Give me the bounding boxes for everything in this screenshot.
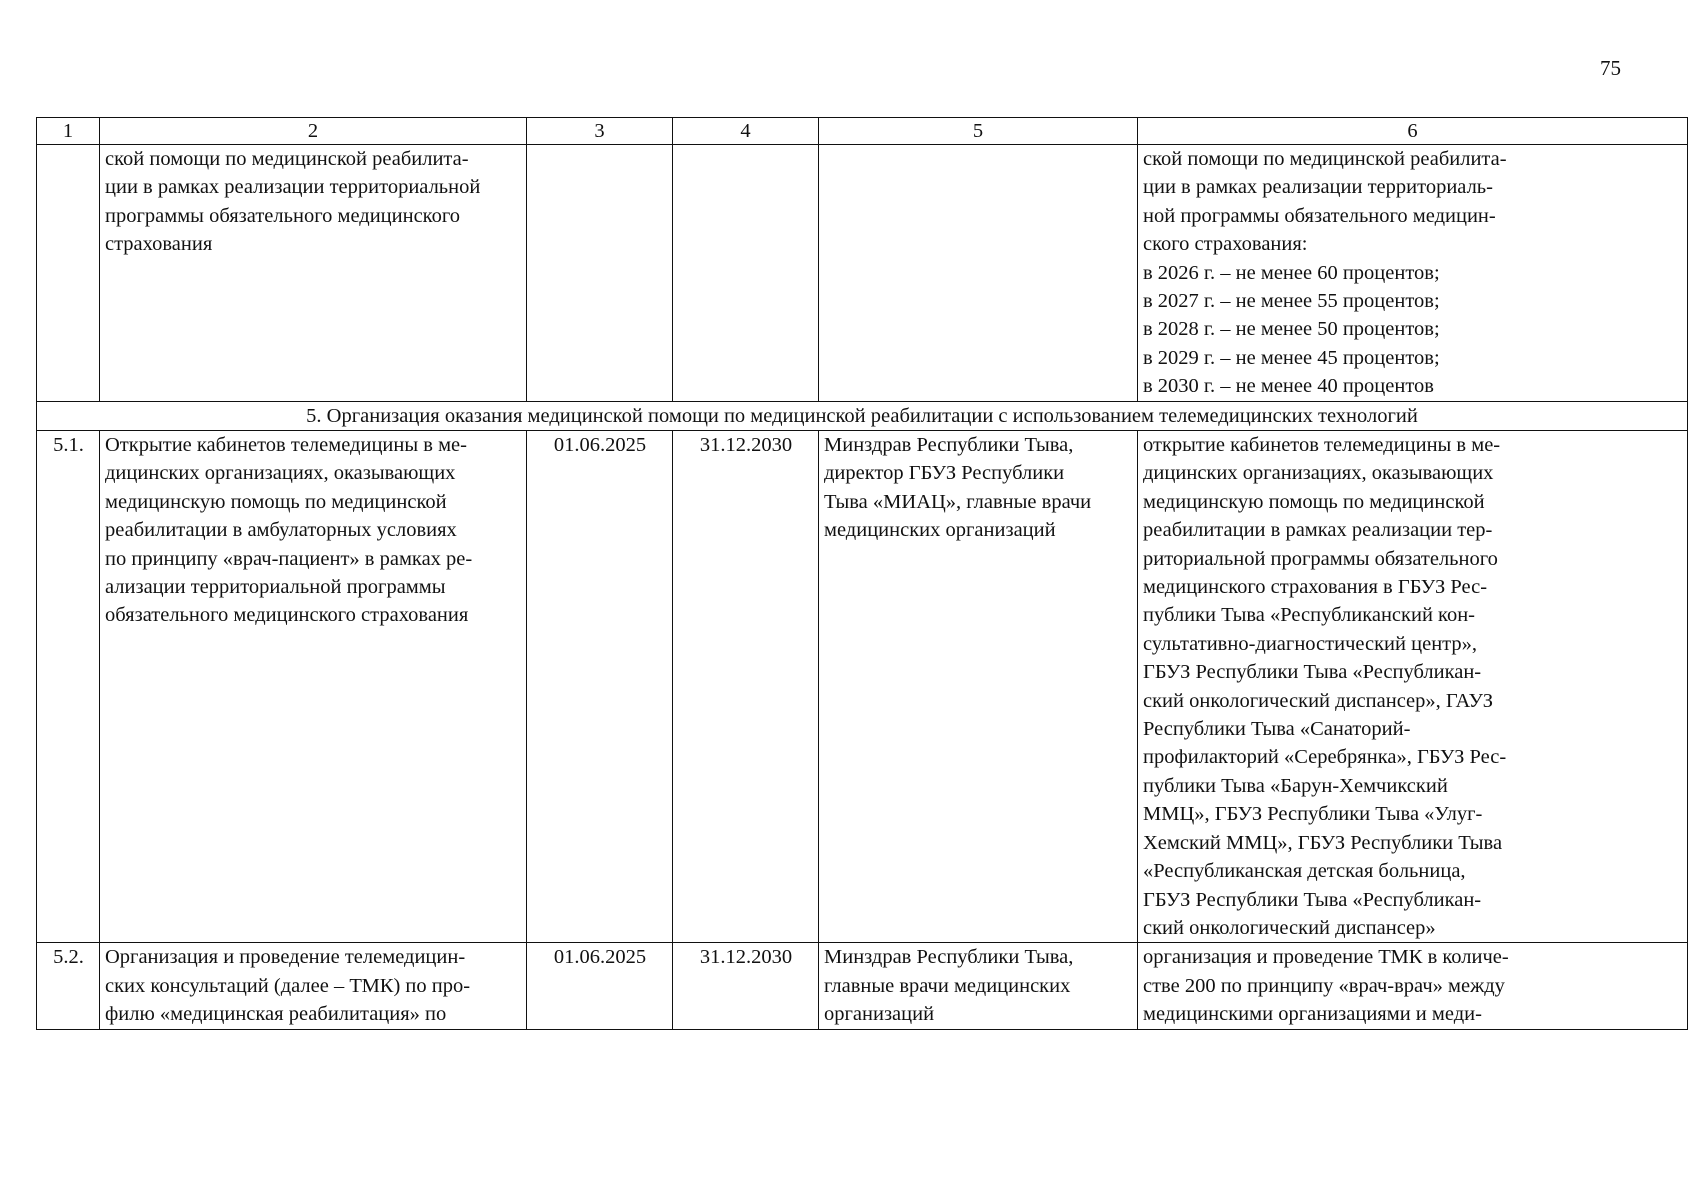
section-heading: 5. Организация оказания медицинской помощи по медицинской реабилитации с использованием телемедицинских технологий bbox=[37, 402, 1688, 431]
end-date-cell bbox=[673, 145, 819, 402]
end-date-cell: 31.12.2030 bbox=[673, 431, 819, 943]
column-header: 5 bbox=[819, 118, 1138, 145]
table-row bbox=[37, 943, 1688, 1029]
start-date-cell: 01.06.2025 bbox=[527, 943, 673, 1029]
description-cell: Организация и проведение телемедицин- ских консультаций (далее – ТМК) по про- филю «медицинская реабилитация» по bbox=[100, 943, 527, 1029]
responsible-cell bbox=[819, 145, 1138, 402]
result-cell: организация и проведение ТМК в количе- стве 200 по принципу «врач-врач» между медицинскими организациями и меди- bbox=[1138, 943, 1688, 1029]
result-cell: открытие кабинетов телемедицины в ме- дицинских организациях, оказывающих медицинскую помощь по медицинской реабилитации в рамках реализации тер- риториальной программы обязательного медицинского страхования в ГБУЗ Рес- публики Тыва «Республиканский кон- сультативно-диагностический центр», ГБУЗ Республики Тыва «Республикан- ский онкологический диспансер», ГАУЗ Республики Тыва «Санаторий- профилакторий «Серебрянка», ГБУЗ Рес- публики Тыва «Барун-Хемчикский ММЦ», ГБУЗ Республики Тыва «Улуг- Хемский ММЦ», ГБУЗ Республики Тыва «Республиканская детская больница, ГБУЗ Республики Тыва «Республикан- ский онкологический диспансер» bbox=[1138, 431, 1688, 943]
responsible-cell: Минздрав Республики Тыва, главные врачи медицинских организаций bbox=[819, 943, 1138, 1029]
result-cell: ской помощи по медицинской реабилита- ции в рамках реализации территориаль- ной программы обязательного медицин- ского страхования: в 2026 г. – не менее 60 процентов; в 2027 г. – не менее 55 процентов; в 2028 г. – не менее 50 процентов; в 2029 г. – не менее 45 процентов; в 2030 г. – не менее 40 процентов bbox=[1138, 145, 1688, 402]
end-date-cell: 31.12.2030 bbox=[673, 943, 819, 1029]
responsible-cell: Минздрав Республики Тыва, директор ГБУЗ Республики Тыва «МИАЦ», главные врачи медицинских организаций bbox=[819, 431, 1138, 943]
description-cell: Открытие кабинетов телемедицины в ме- дицинских организациях, оказывающих медицинскую помощь по медицинской реабилитации в амбулаторных условиях по принципу «врач-пациент» в рамках ре- ализации территориальной программы обязательного медицинского страхования bbox=[100, 431, 527, 943]
column-header: 2 bbox=[100, 118, 527, 145]
description-cell: ской помощи по медицинской реабилита- ции в рамках реализации территориальной программы обязательного медицинского страхования bbox=[100, 145, 527, 402]
table-row bbox=[37, 145, 1688, 402]
column-header: 3 bbox=[527, 118, 673, 145]
column-header: 6 bbox=[1138, 118, 1688, 145]
section-heading-row bbox=[37, 402, 1688, 431]
start-date-cell: 01.06.2025 bbox=[527, 431, 673, 943]
row-number-cell: 5.2. bbox=[37, 943, 100, 1029]
activities-table bbox=[36, 117, 1688, 1030]
row-number-cell: 5.1. bbox=[37, 431, 100, 943]
column-number-row bbox=[37, 118, 1688, 145]
page-number: 75 bbox=[1600, 56, 1621, 80]
table-row bbox=[37, 431, 1688, 943]
column-header: 1 bbox=[37, 118, 100, 145]
row-number-cell bbox=[37, 145, 100, 402]
column-header: 4 bbox=[673, 118, 819, 145]
start-date-cell bbox=[527, 145, 673, 402]
